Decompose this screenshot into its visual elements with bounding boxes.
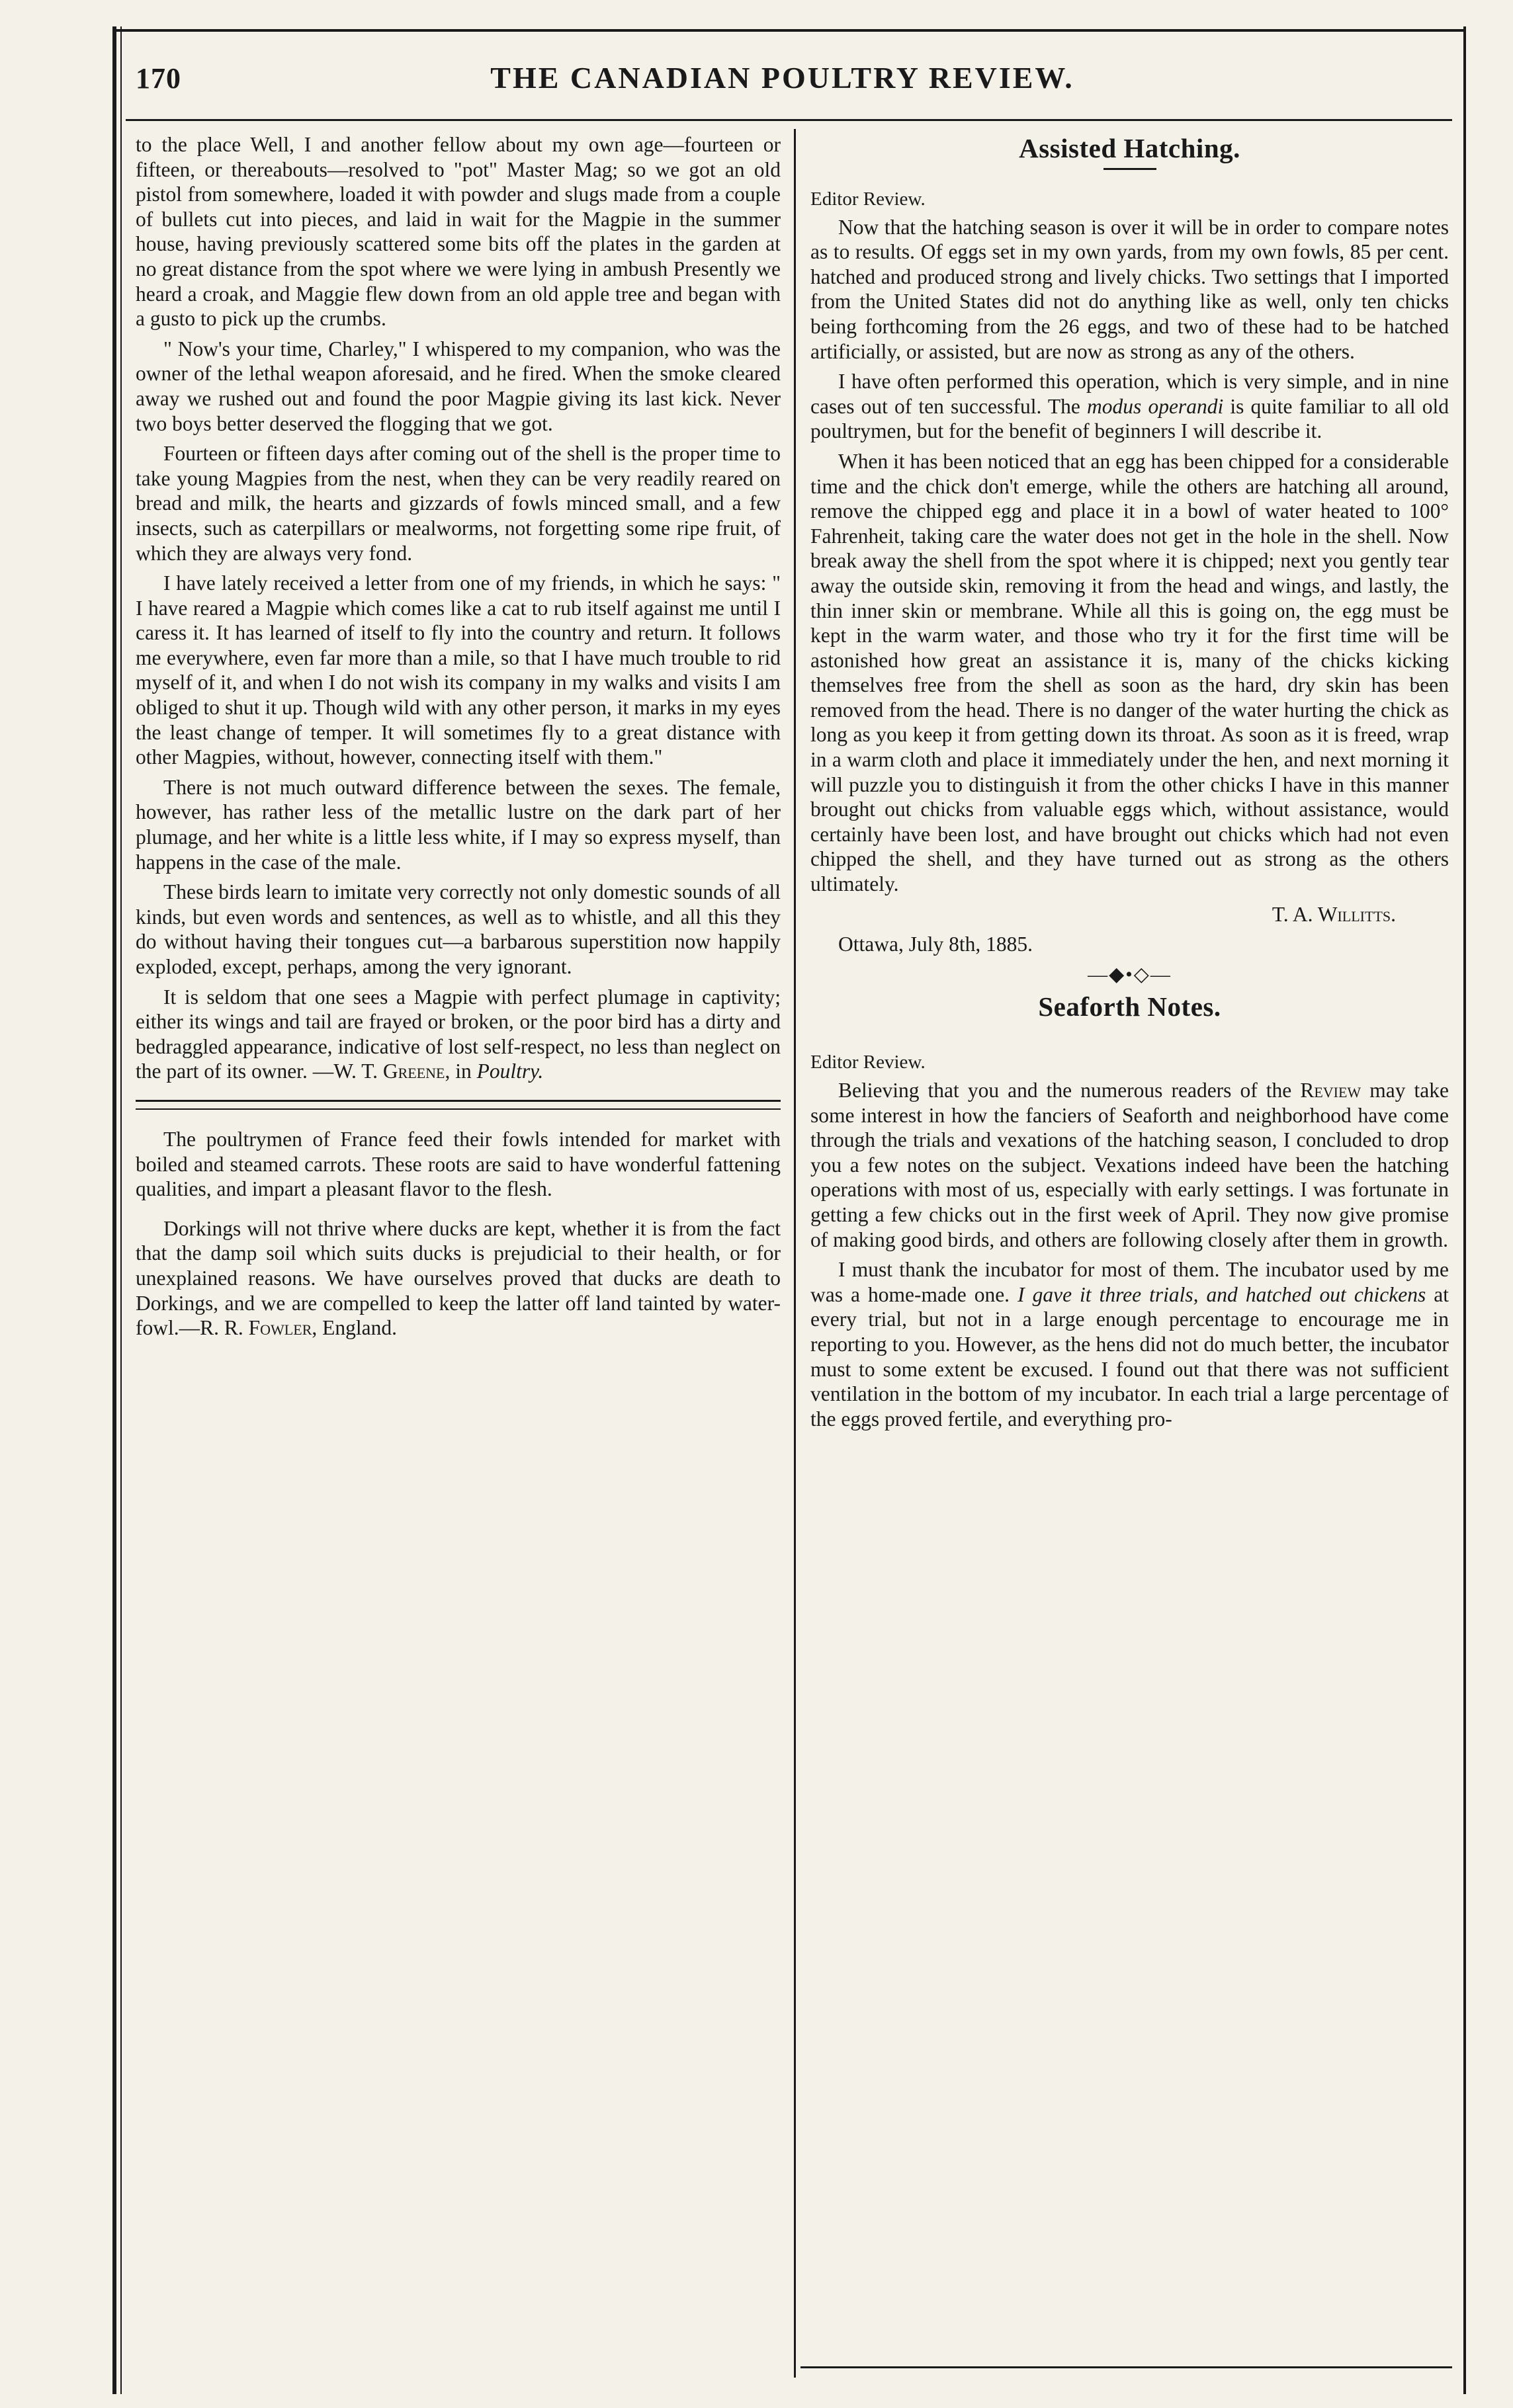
page-number: 170 [136, 62, 181, 95]
article-paragraph [810, 369, 1449, 444]
article-paragraph: There is not much outward difference between the sexes. The female, however, has rather less of the metallic lustre on the dark part of her plumage, and her white is a little less white, if I may so express myself, than happens in the case of the male. [136, 775, 781, 874]
author-name: Greene [382, 1059, 445, 1083]
p1-after: may take some interest in how the fanciers of Seaforth and neighborhood have come through the trials and vexations of the hatching season, I concluded to drop you a few notes on the subject. Vexations indeed have been the hatching operations with most of us, especially with early settings. I was fortunate in getting a few chicks out in the first week of April. They now give promise of making good birds, and others are following closely after them in growth. [810, 1079, 1449, 1251]
final-in: , in [445, 1059, 477, 1083]
article-headline: Seaforth Notes. [1038, 991, 1221, 1022]
article-paragraph [810, 1257, 1449, 1431]
headline-rule [1103, 168, 1156, 170]
greeting: Editor Review. [810, 1052, 926, 1073]
final-text: It is seldom that one sees a Magpie with perfect plumage in captivity; either its wings and tail are frayed or broken, or the poor bird has a dirty and bedraggled appearance, indicative of lost self-respect, no less than neglect on the part of its owner. —W. T. [136, 985, 781, 1083]
bottom-rule [800, 2366, 1452, 2368]
article-headline: Assisted Hatching. [1019, 133, 1240, 163]
article-paragraph-final [136, 985, 781, 1084]
left-column [136, 132, 781, 1346]
spacer [810, 1025, 1449, 1048]
article-paragraph: Now that the hatching season is over it will be in order to compare notes as to results. Of eggs set in my own yards, from my own fowls, 85 per cent. hatched and produced strong and lively chicks. Two settings that I imported from the United States did not do anything like as well, only ten chicks being forthcoming from the 26 eggs, and two of these had to be hatched artificially, or assisted, but are now as strong as any of the others. [810, 215, 1449, 363]
p2-italic: modus operandi [1087, 394, 1224, 418]
dorkings-text: Dorkings will not thrive where ducks are kept, whether it is from the fact that the damp soil which suits ducks is prejudicial to their health, or for unexplained reasons. We have ourselves proved that ducks are death to Dorkings, and we are compelled to keep the latter off land tainted by water-fowl.—R. R. [136, 1216, 781, 1340]
top-rule [112, 29, 1466, 32]
article-paragraph: to the place Well, I and another fellow about my own age—fourteen or fifteen, or thereabouts—resolved to "pot" Master Mag; so we got an old pistol from somewhere, loaded it with powder and slugs made from a couple of bullets cut into pieces, and laid in wait for the Magpie in the summer house, having previously scattered some bits off the plates in the garden at no great distance from the spot where we were lying in ambush Presently we heard a croak, and Maggie flew down from an old apple tree and began with a gusto to pick up the crumbs. [136, 133, 781, 331]
author-name: Fowler [248, 1316, 312, 1340]
p1-before: Believing that you and the numerous readers of the [838, 1079, 1301, 1102]
p2-after: is quite familiar to all old poultrymen, but for the benefit of beginners I will describe it. [810, 394, 1449, 443]
article-paragraph: " Now's your time, Charley," I whispered to my companion, who was the owner of the lethal weapon aforesaid, and he fired. When the smoke cleared away we rushed out and found the poor Magpie giving its last kick. Never two boys better deserved the flogging that we got. [136, 337, 781, 435]
article-paragraph: These birds learn to imitate very correctly not only domestic sounds of all kinds, but even words and sentences, as well as to whistle, and all this they do without having their tongues cut—a barbarous superstition now happily exploded, except, perhaps, among the very ignorant. [136, 880, 781, 978]
right-border-rule [1463, 26, 1466, 2394]
right-column [810, 132, 1449, 1436]
p2-after: at every trial, but not in a large enough percentage to encourage me in reporting to you. However, as the hens did not do much better, the incubator must to some extent be excused. I found out that there was not sufficient ventilation in the bottom of my incubator. In each trial a large percentage of the eggs proved fertile, and everything pro- [810, 1282, 1449, 1431]
p2-before: I have often performed this operation, which is very simple, and in nine cases out of ten successful. The [810, 370, 1449, 418]
page-header [129, 56, 1436, 119]
article-paragraph: I have lately received a letter from one of my friends, in which he says: " I have reared a Magpie which comes like a cat to rub itself against me until I caress it. It has learned of itself to fly into the country and return. It follows me everywhere, even far more than a mile, so that I have much trouble to rid myself of it, and when I do not wish its company in my walks and visits I am obliged to shut it up. Though wild with any other person, it marks in my eyes the least change of temper. It will sometimes fly to a great distance with other Magpies, without, however, connecting itself with them." [136, 571, 781, 769]
left-border-rule [112, 26, 116, 2394]
author-place: , England. [312, 1316, 397, 1340]
journal-title: THE CANADIAN POULTRY REVIEW. [490, 61, 1074, 95]
p2-before: I must thank the incubator for most of them. The incubator used by me was a home-made one. [810, 1258, 1449, 1306]
review-name: Review [1300, 1079, 1362, 1102]
source-name: Poultry. [476, 1059, 544, 1083]
note-paragraph [136, 1216, 781, 1341]
section-divider [136, 1100, 781, 1110]
p2-italic: I gave it three trials, and hatched out chickens [1017, 1282, 1426, 1306]
signature: T. A. Willitts. [1272, 902, 1396, 926]
left-border-rule-inner [120, 26, 122, 2394]
article-paragraph [810, 1078, 1449, 1252]
note-paragraph: The poultrymen of France feed their fowls intended for market with boiled and steamed carrots. These roots are said to have wonderful fattening qualities, and impart a pleasant flavor to the flesh. [136, 1127, 781, 1201]
header-underline [126, 119, 1452, 121]
article-paragraph: When it has been noticed that an egg has been chipped for a considerable time and the chick don't emerge, while the others are hatching all around, remove the chipped egg and place it in a bowl of water heated to 100° Fahrenheit, taking care the water does not get in the hole in the shell. Now break away the shell from the spot where it is chipped; next you gently tear away the outside skin, removing it from the head and wings, and lastly, the thin inner skin or membrane. While all this is going on, the egg must be kept in the warm water, and those who try it for the first time will be astonished how great an assistance it is, many of the chicks kicking themselves free from the shell as soon as the hard, dry skin has been removed from the head. There is no danger of the water hurting the chick as long as you keep it from getting down its throat. As soon as it is freed, wrap in a warm cloth and place it immediately under the hen, and next morning it will puzzle you to distinguish it from the other chicks I have in this manner brought out chicks from valuable eggs which, without assistance, would certainly have been lost, and have brought out chicks which had not even chipped the shell, and they have turned out as strong as the others ultimately. [810, 449, 1449, 896]
column-divider [794, 129, 796, 2378]
dateline: Ottawa, July 8th, 1885. [838, 933, 1033, 956]
greeting: Editor Review. [810, 188, 926, 210]
ornament-divider: —◆•◇— [1088, 963, 1172, 985]
article-paragraph: Fourteen or fifteen days after coming out of the shell is the proper time to take young Magpies from the nest, when they can be very readily reared on bread and milk, the hearts and gizzards of fowls minced small, and a few insects, such as caterpillars or mealworms, not forgetting some ripe fruit, of which they are always very fond. [136, 442, 781, 565]
